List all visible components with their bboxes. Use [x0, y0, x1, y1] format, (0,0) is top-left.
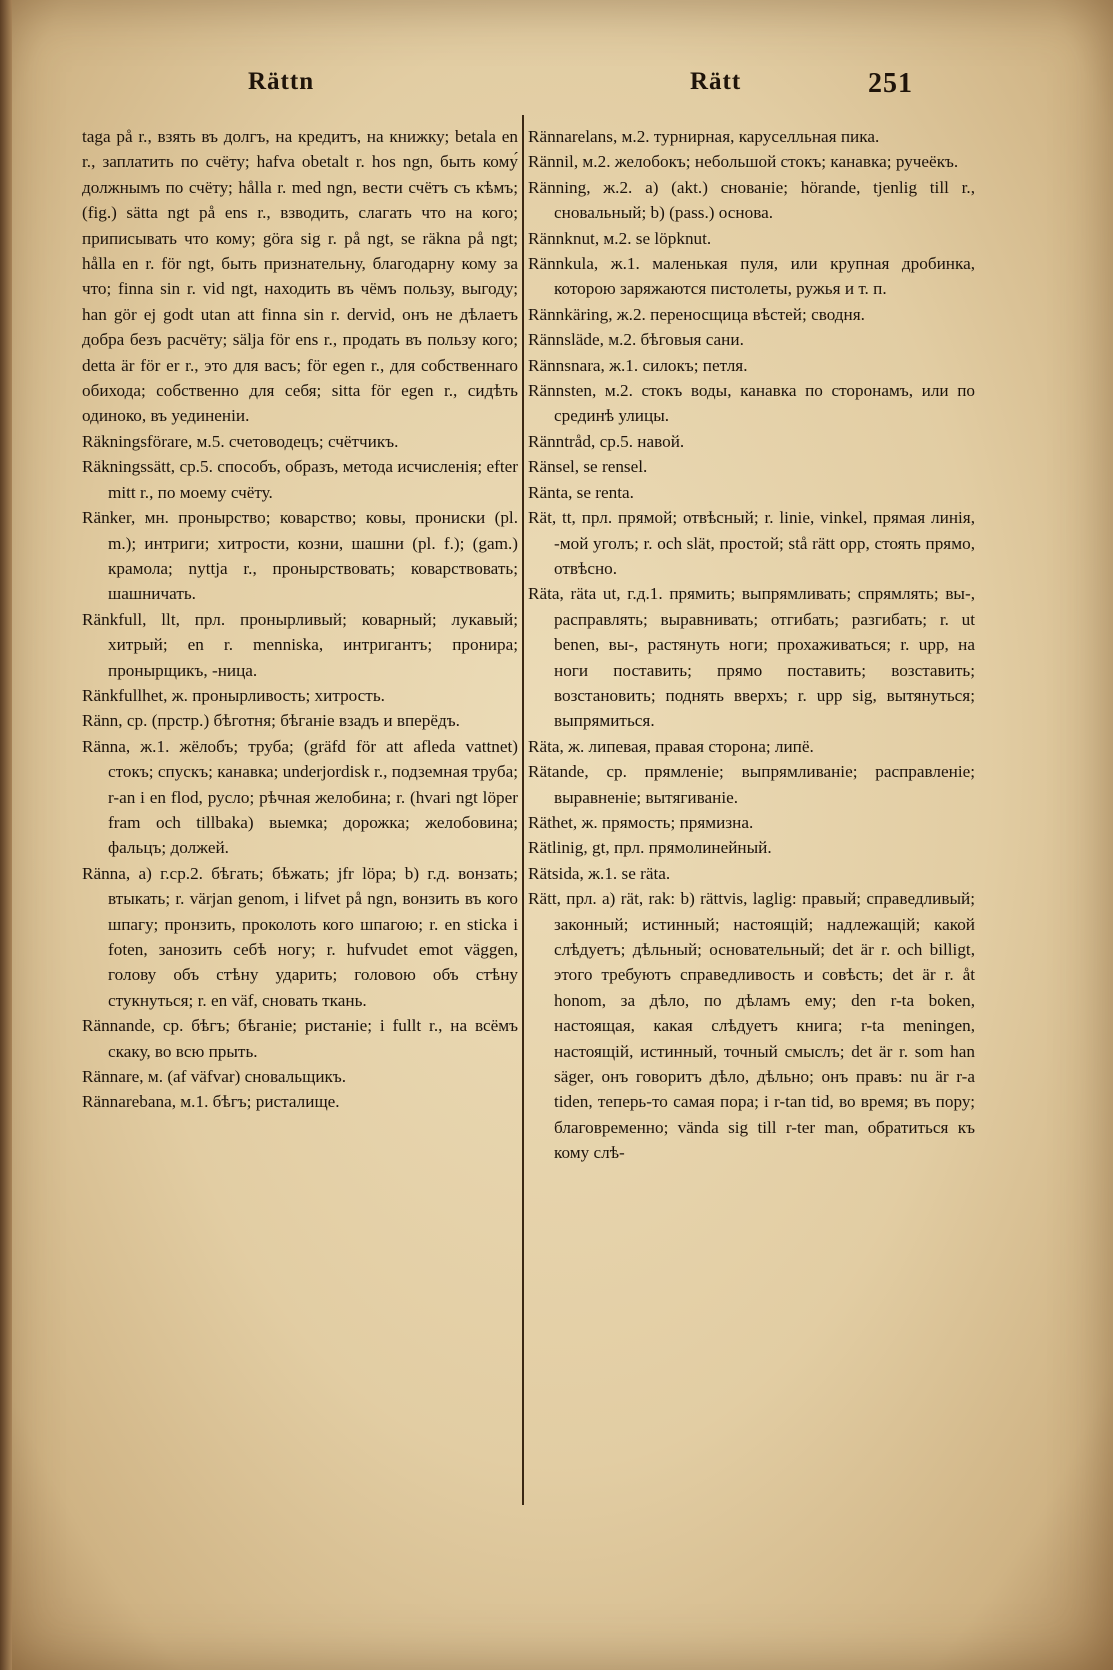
- entry: Ränntråd, ср.5. навой.: [528, 431, 685, 451]
- entry: Ränna, ж.1. жёлобъ; труба; (gräfd för att afleda vattnet) стокъ; спускъ; канавка; underjordisk r., подземная труба; r-an i en flod, русло; рѣчная желобина; r. (hvari ngt löper fram och tillbaka) выемка; дорожка; желобовина; фальцъ; должей.: [82, 736, 518, 858]
- entry: Ränta, se renta.: [528, 482, 634, 502]
- entry: Rätlinig, gt, прл. прямолинейный.: [528, 838, 772, 858]
- entry: Rätande, ср. прямленіе; выпрямливаніе; расправленіе; выравненіе; вытягиваніе.: [528, 762, 975, 807]
- entry: Ränker, мн. пронырство; коварство; ковы, прониски (pl. m.); интриги; хитрости, козни, шашни (pl. f.); (gam.) крамола; nyttja r., пронырствовать; коварствовать; шашничать.: [82, 508, 518, 604]
- page-number: 251: [868, 68, 913, 99]
- entry: Ränsel, se rensel.: [528, 457, 648, 477]
- entry: Ränkfullhet, ж. пронырливость; хитрость.: [82, 685, 385, 705]
- entry: Ränkfull, llt, прл. пронырливый; коварный; лукавый; хитрый; en r. menniska, интригантъ; пронира; пронырщикъ, -ница.: [82, 609, 518, 680]
- header-right-guide-word: Rätt: [690, 68, 742, 95]
- right-column: [528, 124, 975, 1166]
- page-header: [0, 68, 1113, 108]
- left-column: [82, 124, 518, 1115]
- entry: Rännare, м. (af väfvar) сновальщикъ.: [82, 1067, 347, 1087]
- entry: Rännkula, ж.1. маленькая пуля, или крупная дробинка, которою заряжаются пистолеты, ружья и т. п.: [528, 254, 975, 299]
- entry: Rännarebana, м.1. бѣгъ; ристалище.: [82, 1092, 340, 1112]
- header-left-guide-word: Rättn: [248, 68, 315, 95]
- entry: Rännil, м.2. желобокъ; небольшой стокъ; канавка; ручеёкъ.: [528, 152, 959, 172]
- entry: Ränn, ср. (прстр.) бѣготня; бѣганіе взадъ и вперёдъ.: [82, 711, 460, 731]
- entry: Rännarelans, м.2. турнирная, каруселльная пика.: [528, 127, 880, 146]
- entry: Räta, räta ut, г.д.1. прямить; выпрямливать; спрямлять; вы-, расправлять; выравнивать; отгибать; разгибать; r. ut benen, вы-, растянуть ноги; прохаживаться; r. upp, на ноги поставить; прямо поставить; возставить; возстановить; поднять вверхъ; r. upp sig, вытянуться; выпрямиться.: [528, 584, 975, 731]
- entry: Rät, tt, прл. прямой; отвѣсный; r. linie, vinkel, прямая линія, -мой уголъ; r. och slät, простой; stå rätt opp, стоять прямо, отвѣсно.: [528, 508, 975, 578]
- page-binding-edge: [0, 0, 12, 1670]
- entry: Ränna, а) г.ср.2. бѣгать; бѣжать; jfr löpa; b) г.д. вонзать; втыкать; r. värjan genom, i lifvet på ngn, вонзить въ кого шпагу; пронзить, проколоть кого шпагою; r. en sticka i foten, занозить себѣ ногу; r. hufvudet emot väggen, голову объ стѣну ударить; головою объ стѣну стукнуться; r. en väf, сновать ткань.: [82, 863, 518, 1010]
- entry: Räta, ж. липевая, правая сторона; липё.: [528, 736, 814, 756]
- entry: Räkningsförare, м.5. счетоводецъ; счётчикъ.: [82, 431, 399, 451]
- entry: Rätt, прл. а) rät, rak: b) rättvis, laglig: правый; справедливый; законный; истинный; настоящій; надлежащій; какой слѣдуетъ; дѣльный; основательный; det är r. och billigt, этого требуютъ справедливость и совѣсть; det är r. åt honom, за дѣло, по дѣламъ ему; den r-ta boken, настоящая, какая слѣдуетъ книга; r-ta meningen, настоящій, истинный, точный смыслъ; det är r. som han säger, онъ говоритъ дѣло, дѣльно; онъ правъ: nu är r-a tiden, теперь-то самая пора; i r-tan tid, во время; въ пору; благовременно; vända sig till r-ter man, обратиться къ кому слѣ-: [528, 889, 975, 1163]
- entry: Rätsida, ж.1. se räta.: [528, 863, 671, 883]
- entry: Rännkäring, ж.2. переносщица вѣстей; сводня.: [528, 304, 865, 324]
- entry: Rännsten, м.2. стокъ воды, канавка по сторонамъ, или по срединѣ улицы.: [528, 381, 975, 426]
- entry: Ränning, ж.2. а) (akt.) снованіе; hörande, tjenlig till r., сновальный; b) (pass.) основа.: [528, 177, 975, 223]
- entry: Räkningssätt, ср.5. способъ, образъ, метода исчисленія; efter mitt r., по моему счёту.: [82, 457, 518, 502]
- entry: Rännknut, м.2. se löpknut.: [528, 228, 712, 248]
- entry: Räthet, ж. прямость; прямизна.: [528, 812, 754, 832]
- entry: Rännande, ср. бѣгъ; бѣганіе; ристаніе; i fullt r., на всёмъ скаку, во всю прыть.: [82, 1016, 518, 1061]
- column-divider: [522, 115, 524, 1505]
- entry-continuation: tаga på r., взять въ долгъ, на кредитъ, на книжку; betala en r., заплатить по счёту; hafva obetalt r. hos ngn, быть кому́ должнымъ по счёту; hålla r. med ngn, вести счётъ съ кѣмъ; (fig.) sätta ngt på ens r., взводить, слагать что на кого; приписывать что кому; göra sig r. på ngt, se räkna på ngt; hålla en r. för ngt, быть признательну, благодарну кому за что; finna sin r. vid ngt, находить въ чёмъ пользу, выгоду; han gör ej godt utan att finna sin r. dervid, онъ не дѣлаетъ добра безъ расчёту; sälja för ens r., продать въ пользу кого; detta är för er r., это для васъ; för egen r., для собственнаго обихода; собственно для себя; sitta för egen r., сидѣть одиноко, въ уединеніи.: [82, 127, 518, 426]
- entry: Rännsläde, м.2. бѣговыя сани.: [528, 330, 744, 350]
- entry: Rännsnara, ж.1. силокъ; петля.: [528, 355, 748, 375]
